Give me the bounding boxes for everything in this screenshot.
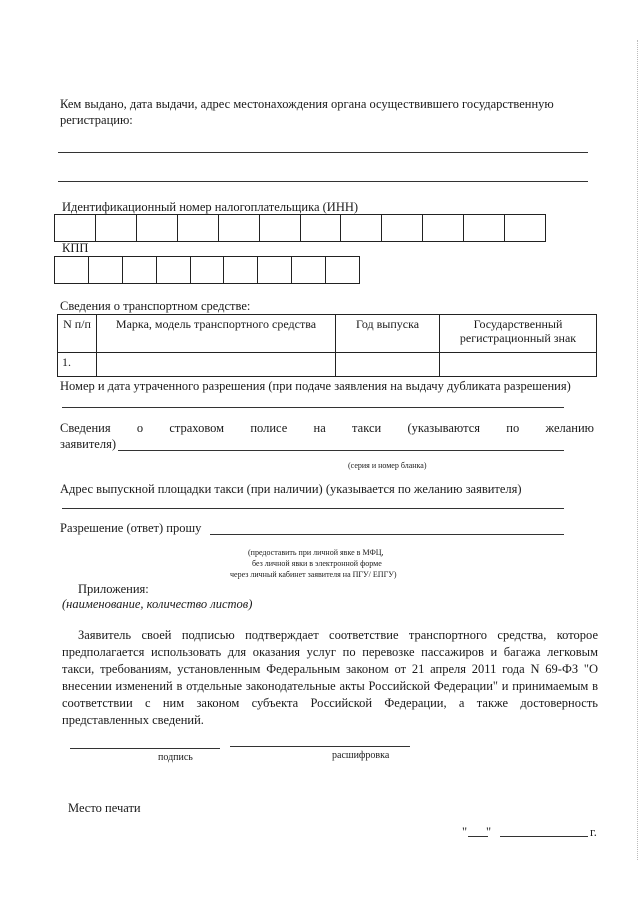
digit-cell[interactable] bbox=[224, 257, 258, 283]
vehicle-table bbox=[57, 314, 597, 377]
insurance-word: на bbox=[313, 421, 326, 435]
digit-cell[interactable] bbox=[505, 215, 545, 241]
digit-cell[interactable] bbox=[341, 215, 382, 241]
digit-cell[interactable] bbox=[123, 257, 157, 283]
issued-by-line1: Кем выдано, дата выдачи, адрес местонахождения органа осуществившего государственную bbox=[60, 97, 554, 111]
digit-cell[interactable] bbox=[423, 215, 464, 241]
request-field[interactable] bbox=[210, 534, 564, 535]
signature-field[interactable] bbox=[70, 748, 220, 749]
insurance-word: такси bbox=[352, 421, 382, 435]
digit-cell[interactable] bbox=[191, 257, 225, 283]
cell-year[interactable] bbox=[336, 353, 440, 377]
attachments-subtitle: (наименование, количество листов) bbox=[62, 597, 253, 611]
request-note-1: (предоставить при личной явке в МФЦ, bbox=[248, 548, 384, 557]
request-note-3: через личный кабинет заявителя на ПГУ/ ЕПГУ) bbox=[230, 570, 397, 579]
kpp-label: КПП bbox=[62, 241, 89, 255]
insurance-word: желанию bbox=[545, 421, 594, 435]
lost-permit-field[interactable] bbox=[62, 407, 564, 408]
issued-by-field-2[interactable] bbox=[58, 181, 588, 182]
insurance-hint: (серия и номер бланка) bbox=[348, 461, 427, 470]
digit-cell[interactable] bbox=[55, 215, 96, 241]
issued-by-line2: регистрацию: bbox=[60, 113, 133, 127]
cell-model[interactable] bbox=[97, 353, 336, 377]
digit-cell[interactable] bbox=[137, 215, 178, 241]
date-open-quote: " bbox=[462, 825, 468, 839]
insurance-line1 bbox=[60, 420, 594, 437]
digit-cell[interactable] bbox=[219, 215, 260, 241]
date-close-quote: " bbox=[486, 825, 492, 839]
digit-cell[interactable] bbox=[258, 257, 292, 283]
scan-edge bbox=[637, 40, 638, 860]
lost-permit-label: Номер и дата утраченного разрешения (при подаче заявления на выдачу дубликата разрешения) bbox=[60, 379, 571, 393]
date-month-field[interactable] bbox=[500, 836, 588, 837]
inn-input-grid[interactable] bbox=[54, 214, 546, 242]
issued-by-field-1[interactable] bbox=[58, 152, 588, 153]
digit-cell[interactable] bbox=[157, 257, 191, 283]
signature-decode-label: расшифровка bbox=[332, 750, 390, 761]
insurance-word: о bbox=[136, 421, 144, 435]
insurance-word: по bbox=[506, 421, 520, 435]
row-number: 1. bbox=[58, 353, 97, 377]
digit-cell[interactable] bbox=[464, 215, 505, 241]
request-label: Разрешение (ответ) прошу bbox=[60, 521, 202, 535]
insurance-word: страховом bbox=[169, 421, 225, 435]
signature-label: подпись bbox=[158, 752, 193, 763]
vehicle-label: Сведения о транспортном средстве: bbox=[60, 299, 251, 313]
insurance-word: Сведения bbox=[60, 421, 111, 435]
insurance-word: полисе bbox=[250, 421, 288, 435]
insurance-field[interactable] bbox=[118, 450, 564, 451]
digit-cell[interactable] bbox=[260, 215, 301, 241]
digit-cell[interactable] bbox=[89, 257, 123, 283]
address-label: Адрес выпускной площадки такси (при наличии) (указывается по желанию заявителя) bbox=[60, 482, 522, 496]
signature-decode-field[interactable] bbox=[230, 746, 410, 747]
digit-cell[interactable] bbox=[55, 257, 89, 283]
inn-label: Идентификационный номер налогоплательщика (ИНН) bbox=[62, 200, 359, 214]
digit-cell[interactable] bbox=[326, 257, 359, 283]
insurance-word: (указываются bbox=[407, 421, 481, 435]
col-header-year: Год выпуска bbox=[336, 315, 440, 353]
date-year-suffix: г. bbox=[590, 825, 597, 839]
kpp-input-grid[interactable] bbox=[54, 256, 360, 284]
digit-cell[interactable] bbox=[382, 215, 423, 241]
col-header-plate: Государственный регистрационный знак bbox=[440, 315, 597, 353]
digit-cell[interactable] bbox=[301, 215, 342, 241]
digit-cell[interactable] bbox=[96, 215, 137, 241]
declaration-text: Заявитель своей подписью подтверждает соответствие транспортного средства, которое предполагается использовать для оказания услуг по перевозке пассажиров и багажа легковым такси, требованиям, установленным Федеральным законом от 21 апреля 2011 года N 69-ФЗ "О внесении изменений в отдельные законодательные акты Российской Федерации" и принимаемым в соответствии с ним законом субъекта Российской Федерации, а также достоверность представленных сведений. bbox=[62, 628, 598, 727]
col-header-number: N п/п bbox=[58, 315, 97, 353]
col-header-model: Марка, модель транспортного средства bbox=[97, 315, 336, 353]
cell-plate[interactable] bbox=[440, 353, 597, 377]
insurance-line2: заявителя) bbox=[60, 437, 116, 451]
attachments-title: Приложения: bbox=[78, 582, 149, 596]
stamp-label: Место печати bbox=[68, 801, 141, 815]
digit-cell[interactable] bbox=[178, 215, 219, 241]
date-day-field[interactable] bbox=[468, 836, 488, 837]
address-field[interactable] bbox=[62, 508, 564, 509]
request-note-2: без личной явки в электронной форме bbox=[252, 559, 382, 568]
digit-cell[interactable] bbox=[292, 257, 326, 283]
